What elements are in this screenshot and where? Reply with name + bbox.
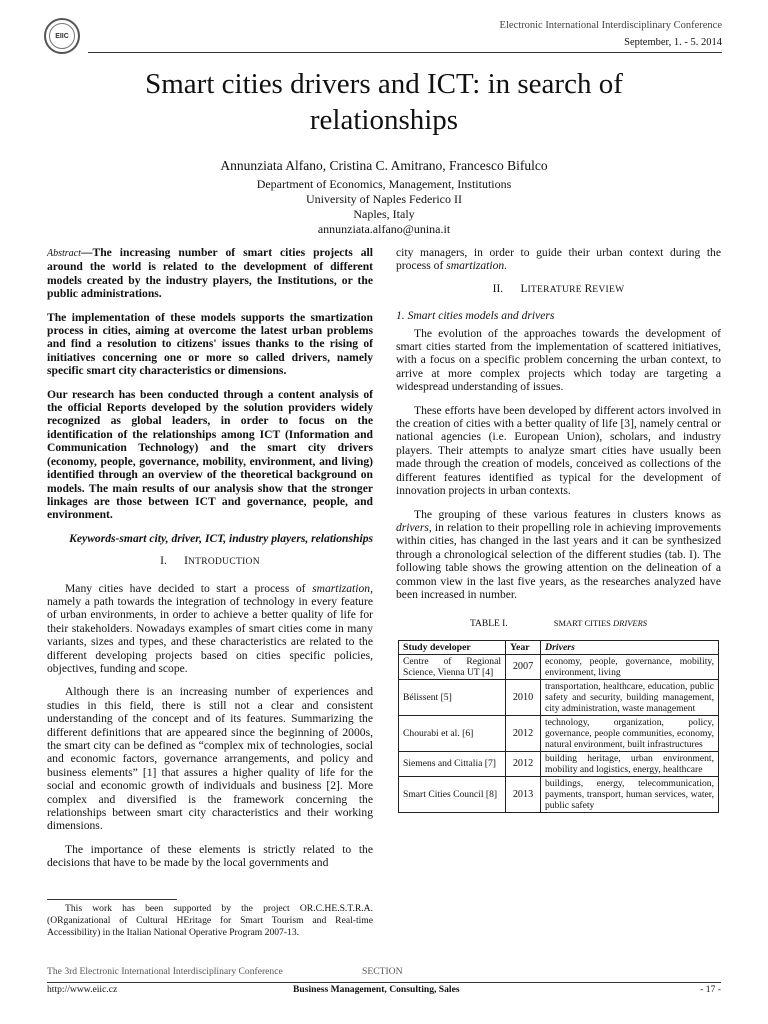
abstract-text-2b: citizens' issues — [176, 337, 251, 351]
keywords: Keywords-smart city, driver, ICT, industry players, relationships — [69, 531, 373, 545]
section-heading-literature-review — [396, 283, 721, 297]
abstract-text-2c: thanks to the rising of initiatives concerning one or more so called drivers, namely specific smart city characteristics or dimensions. — [47, 337, 373, 378]
conference-logo — [44, 18, 80, 54]
intro-text-1c: , namely a path towards the integration of technology in every feature of urban environments, in order to achieve a better quality of life for their stakeholders. Nowadays examples of smart cities come in many variants, sizes and types, and these characteristics are related to the different developing projects based on cities specific policies, objectives, funding and scope. — [47, 581, 373, 675]
table-header-row — [399, 640, 719, 654]
right-column — [396, 246, 721, 813]
cell-developer: Centre of Regional Science, Vienna UT [4] — [399, 654, 506, 679]
abstract-paragraph-1 — [47, 246, 373, 301]
table-row — [399, 776, 719, 812]
abstract-text-2a: The implementation of these models supports the smartization process in cities, aiming at overcome the latest urban problems and find a resolution to — [47, 310, 373, 351]
section-initial-a: L — [520, 282, 528, 295]
section-title-part-d: EVIEW — [592, 284, 625, 295]
literature-text-3c: , in relation to their propelling role in achieving improvements within cities, has changed in the last years and it can be synthesized through a chronological selection of the different studies (tab. I). The following table shows the growing attention on the delineation of a common view in the last five years, as the researches analyzed have been increased in number. — [396, 520, 721, 601]
table-caption-text-a: SMART CITIES — [553, 618, 614, 629]
cell-drivers: building heritage, urban environment, mobility and logistics, energy, healthcare — [541, 751, 719, 776]
cell-year: 2012 — [506, 751, 541, 776]
table-caption-text-b: DRIVERS — [613, 618, 648, 629]
literature-paragraph-2: These efforts have been developed by different actors involved in the creation of cities with a better quality of life [3], namely central or national agencies (i.e. European Union), scholars, and industry players. Their attempts to analyze smart cities have usually been made through the creation of models, conceived as collections of the different features identified as typical for the development of innovation projects in urban contexts. — [396, 403, 721, 498]
intro-paragraph-2: Although there is an increasing number of experiences and studies in this field, there is still not a clear and consistent understanding of the concept and of its features. Summarizing the different definitions that are appeared since the beginning of 2000s, the smart city can be defined as “complex mix of technologies, social and economic factors, governance arrangements, and policy and business elements” [1] that assures a higher quality of life for the social and economic growth of individuals and business [2]. More complex and diversified is the framework concerning the relationships between smart city characteristics and their working dimensions. — [47, 685, 373, 833]
section-title-part-b: ITERATURE — [527, 284, 585, 295]
literature-paragraph-3 — [396, 508, 721, 602]
section-initial: I — [184, 555, 188, 568]
cell-developer: Smart Cities Council [8] — [399, 776, 506, 812]
table-row — [399, 654, 719, 679]
footer-section-category: Business Management, Consulting, Sales — [293, 984, 460, 995]
table-number: TABLE I. — [469, 619, 508, 630]
cell-developer: Siemens and Cittalia [7] — [399, 751, 506, 776]
cell-drivers: technology, organization, policy, governance, people communities, economy, natural environment, built infrastructures — [541, 715, 719, 751]
footnote: This work has been supported by the project OR.C.HE.S.T.R.A. (ORganizational of Cultural HEritage for Smart Tourism and Real-time Accessibility) in the Italian National Operative Program 2007-13. — [47, 903, 373, 939]
paper-title: Smart cities drivers and ICT: in search of relationships — [145, 68, 623, 136]
header-date: September, 1. - 5. 2014 — [624, 37, 722, 48]
cell-drivers: economy, people, governance, mobility, environment, living — [541, 654, 719, 679]
footer-divider — [47, 982, 721, 983]
section-initial-c: R — [584, 282, 593, 295]
logo-text: EIIC — [49, 23, 75, 49]
table-row — [399, 751, 719, 776]
column-header-drivers: Drivers — [541, 640, 719, 654]
page-number: - 17 - — [700, 984, 721, 995]
author-affiliation — [60, 177, 708, 237]
affiliation-university: University of Naples Federico II — [306, 192, 462, 206]
section-title-rest: NTRODUCTION — [187, 557, 260, 568]
section-number: I. — [160, 555, 167, 568]
footer-url-link[interactable]: http://www.eiic.cz — [47, 984, 118, 995]
affiliation-city: Naples, Italy — [353, 207, 415, 221]
literature-text-3b: drivers — [396, 520, 429, 534]
intro-text-1a: Many cities have decided to start a process of — [65, 581, 313, 595]
cell-year: 2012 — [506, 715, 541, 751]
subsection-heading: 1. Smart cities models and drivers — [396, 309, 555, 323]
abstract-text-1: —The increasing number of smart cities projects all around the world is related to the development of different models created by the industry players, the Institutions, or the public administrations. — [47, 246, 373, 301]
table-caption — [396, 617, 721, 631]
column-header-developer: Study developer — [399, 640, 506, 654]
drivers-table — [398, 640, 719, 813]
footnote-divider — [47, 899, 177, 900]
abstract-label: Abstract — [47, 248, 81, 259]
continued-paragraph — [396, 246, 721, 273]
affiliation-department: Department of Economics, Management, Institutions — [256, 177, 512, 191]
header-divider — [88, 52, 722, 53]
abstract-paragraph-2 — [47, 311, 373, 378]
cell-drivers: transportation, healthcare, education, public safety and security, building management, city administration, waste management — [541, 679, 719, 715]
cell-drivers: buildings, energy, telecommunication, payments, transport, human services, water, public safety — [541, 776, 719, 812]
footer-conference: The 3rd Electronic International Interdisciplinary Conference — [47, 966, 283, 977]
cell-year: 2010 — [506, 679, 541, 715]
table-row — [399, 715, 719, 751]
affiliation-email[interactable]: annunziata.alfano@unina.it — [317, 222, 451, 236]
section-number: II. — [492, 282, 504, 295]
table-row — [399, 679, 719, 715]
intro-paragraph-3: The importance of these elements is strictly related to the decisions that have to be made by the local governments and — [47, 842, 373, 870]
cell-year: 2013 — [506, 776, 541, 812]
literature-text-3a: The grouping of these various features in clusters knows as — [414, 507, 721, 521]
header-conference-name: Electronic International Interdisciplinary Conference — [499, 20, 722, 31]
cell-developer: Bélissent [5] — [399, 679, 506, 715]
paper-authors: Annunziata Alfano, Cristina C. Amitrano, Francesco Bifulco — [220, 158, 548, 173]
cell-developer: Chourabi et al. [6] — [399, 715, 506, 751]
intro-text-1b: smartization — [312, 581, 371, 595]
section-heading-introduction — [47, 555, 373, 569]
intro-paragraph-1 — [47, 582, 373, 676]
footer-section-label: SECTION — [362, 966, 403, 977]
abstract-paragraph-3: Our research has been conducted through a content analysis of the official Reports developed by the solution providers widely recognized as global leaders, in order to focus on the identification of the relationships among ICT (Information and Communication Technology) and the smart city drivers (economy, people, governance, mobility, environment, and living) identified through an overview of the theoretical background on models. The main results of our analysis show that the stronger linkages are those between ICT and governance, people, and environment. — [47, 387, 373, 522]
cell-year: 2007 — [506, 654, 541, 679]
literature-paragraph-1: The evolution of the approaches towards the development of smart cities started from the implementation of scattered initiatives, with a focus on a specific problem concerning the urban context, to arrive at more complex projects which today are targeting a widespread understanding of issues. — [396, 326, 721, 394]
continued-text-a: city managers, in order to guide their urban context during the process of — [396, 246, 721, 273]
continued-text-b: smartization. — [446, 259, 508, 273]
column-header-year: Year — [506, 640, 541, 654]
left-column — [47, 246, 373, 880]
